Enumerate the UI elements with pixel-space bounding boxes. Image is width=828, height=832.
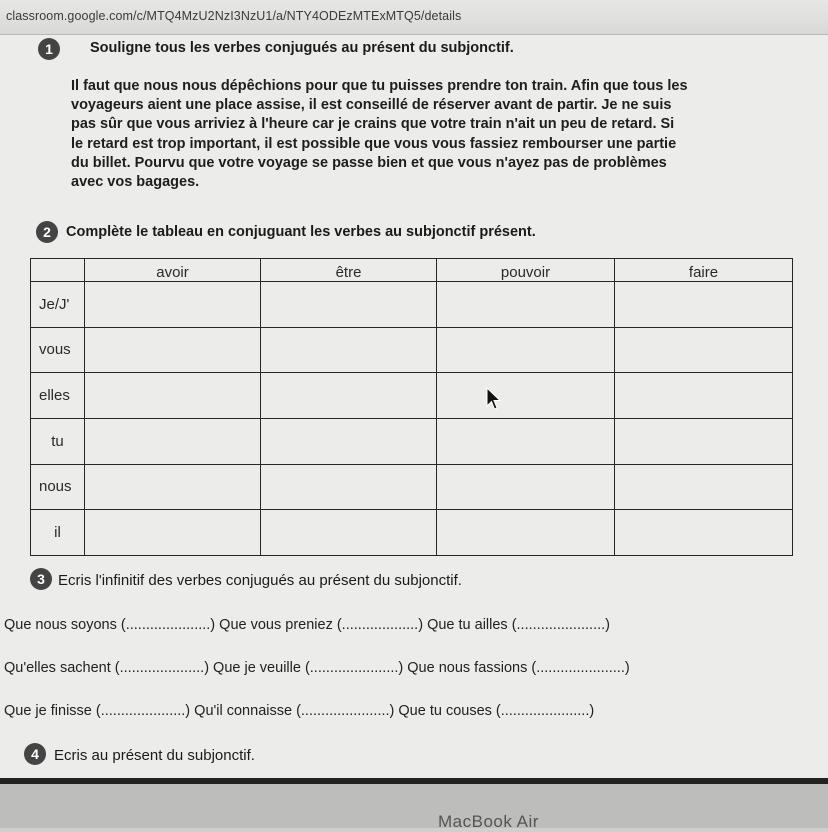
- answer-cell[interactable]: [85, 510, 261, 556]
- exercise-3-title: Ecris l'infinitif des verbes conjugués au présent du subjonctif.: [58, 572, 462, 589]
- answer-cell[interactable]: [261, 327, 437, 373]
- paragraph-line: avec vos bagages.: [71, 174, 200, 191]
- answer-cell[interactable]: [437, 373, 615, 419]
- exercise-4-number: 4: [24, 743, 46, 765]
- exercise-4-title: Ecris au présent du subjonctif.: [54, 747, 255, 764]
- answer-cell[interactable]: [615, 464, 793, 510]
- answer-cell[interactable]: [615, 282, 793, 328]
- exercise-2-title: Complète le tableau en conjuguant les verbes au subjonctif présent.: [66, 224, 536, 240]
- exercise-2-number: 2: [36, 221, 58, 243]
- answer-cell[interactable]: [261, 510, 437, 556]
- answer-cell[interactable]: [85, 464, 261, 510]
- answer-cell[interactable]: [261, 282, 437, 328]
- answer-cell[interactable]: [437, 464, 615, 510]
- answer-cell[interactable]: [437, 418, 615, 464]
- row-label-tu: tu: [31, 418, 85, 464]
- answer-cell[interactable]: [615, 510, 793, 556]
- exercise-1-paragraph: [71, 77, 823, 192]
- row-label-vous: vous: [31, 327, 85, 373]
- paragraph-line: le retard est trop important, il est possible que vous vous fassiez rembourser une partie: [71, 135, 677, 152]
- table-header-row: [31, 259, 793, 282]
- answer-cell[interactable]: [85, 327, 261, 373]
- row-label-nous: nous: [31, 464, 85, 510]
- infinitive-line[interactable]: Que nous soyons (.....................) Que vous preniez (...................) Que tu ailles (......................): [4, 617, 610, 633]
- answer-cell[interactable]: [615, 327, 793, 373]
- answer-cell[interactable]: [261, 464, 437, 510]
- column-header-faire: faire: [615, 259, 793, 282]
- table-row: [31, 327, 793, 373]
- laptop-bezel: [0, 778, 828, 831]
- conjugation-table: [30, 258, 793, 556]
- table-row: [31, 373, 793, 419]
- table-row: [31, 464, 793, 510]
- browser-url-bar[interactable]: [0, 0, 828, 35]
- row-label-je: Je/J': [31, 282, 85, 328]
- mouse-cursor-icon: [486, 387, 502, 411]
- paragraph-line: voyageurs aient une place assise, il est conseillé de réserver avant de partir. Je ne suis: [71, 97, 672, 114]
- table-row: [31, 418, 793, 464]
- answer-cell[interactable]: [261, 418, 437, 464]
- table-corner-cell: [31, 259, 85, 282]
- screen-edge: [0, 778, 828, 784]
- table-row: [31, 510, 793, 556]
- answer-cell[interactable]: [85, 418, 261, 464]
- answer-cell[interactable]: [85, 373, 261, 419]
- column-header-avoir: avoir: [85, 259, 261, 282]
- exercise-3-number: 3: [30, 568, 52, 590]
- column-header-etre: être: [261, 259, 437, 282]
- device-label: MacBook Air: [438, 812, 539, 831]
- paragraph-line: Il faut que nous nous dépêchions pour que tu puisses prendre ton train. Afin que tous les: [71, 78, 688, 94]
- row-label-elles: elles: [31, 373, 85, 419]
- paragraph-line: pas sûr que vous arriviez à l'heure car je crains que votre train n'ait un peu de retard. Si: [71, 116, 675, 133]
- exercise-1-number: 1: [38, 38, 60, 60]
- answer-cell[interactable]: [85, 282, 261, 328]
- column-header-pouvoir: pouvoir: [437, 259, 615, 282]
- answer-cell[interactable]: [261, 373, 437, 419]
- infinitive-line[interactable]: Que je finisse (.....................) Qu'il connaisse (......................) Que tu couses (......................): [4, 703, 595, 719]
- infinitive-line[interactable]: Qu'elles sachent (.....................) Que je veuille (......................) Que nous fassions (......................): [4, 660, 630, 676]
- answer-cell[interactable]: [615, 418, 793, 464]
- paragraph-line: du billet. Pourvu que votre voyage se passe bien et que vous n'ayez pas de problèmes: [71, 154, 667, 171]
- exercise-1-title: Souligne tous les verbes conjugués au présent du subjonctif.: [90, 40, 514, 56]
- answer-cell[interactable]: [437, 282, 615, 328]
- url-text[interactable]: classroom.google.com/c/MTQ4MzU2NzI3NzU1/a/NTY4ODEzMTExMTQ5/details: [6, 9, 462, 23]
- row-label-il: il: [31, 510, 85, 556]
- answer-cell[interactable]: [615, 373, 793, 419]
- answer-cell[interactable]: [437, 510, 615, 556]
- table-row: [31, 282, 793, 328]
- answer-cell[interactable]: [437, 327, 615, 373]
